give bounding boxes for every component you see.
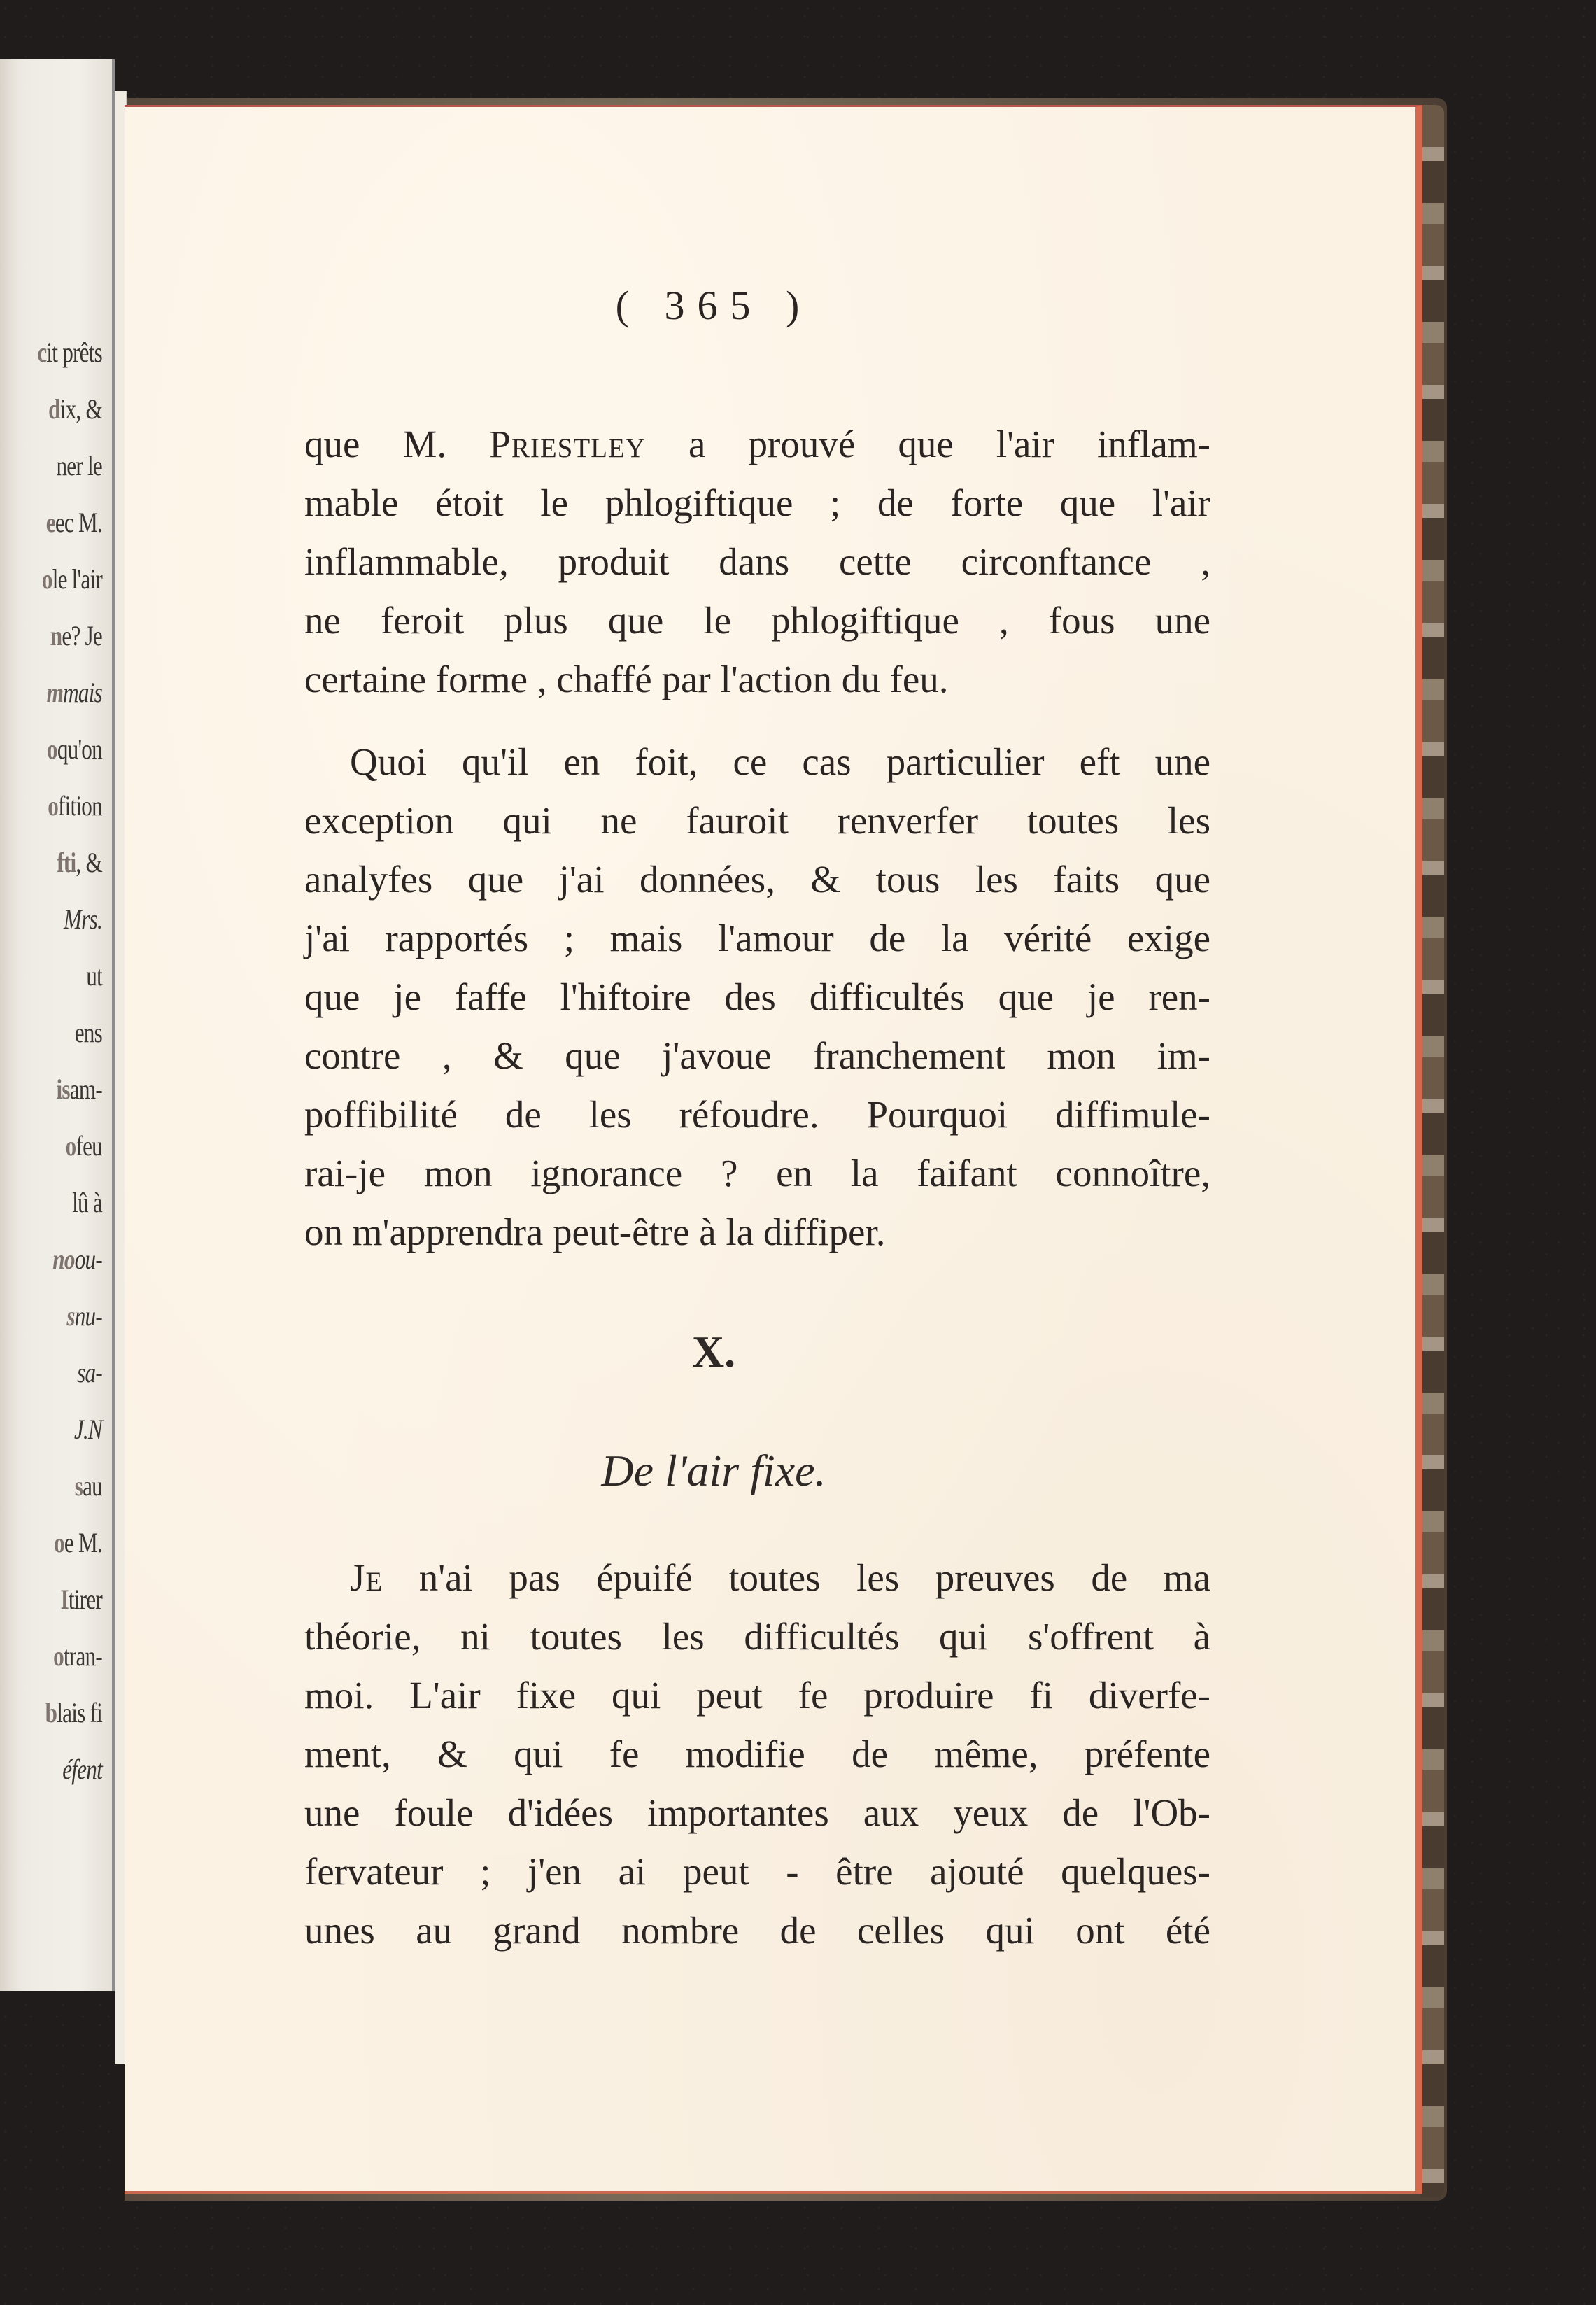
previous-page-text-fragment: otran- xyxy=(53,1640,102,1672)
previous-page-text-fragment: ofeu xyxy=(65,1130,102,1162)
previous-page-text-fragment: cit prêts xyxy=(37,337,102,368)
text-line: théorie, ni toutes les difficultés qui s'offrent à xyxy=(304,1615,1210,1658)
previous-page-text-fragment: dix, & xyxy=(48,393,102,425)
text-line: unes au grand nombre de celles qui ont été xyxy=(304,1909,1210,1952)
previous-page-text-fragment: isam- xyxy=(56,1073,102,1105)
previous-page-text-fragment: ut xyxy=(86,960,102,992)
text-line: fervateur ; j'en ai peut - être ajouté quelques- xyxy=(304,1850,1210,1893)
previous-page-text-fragment: J.N xyxy=(73,1414,102,1445)
text-line: on m'apprendra peut-être à la diffiper. xyxy=(304,1211,886,1253)
text-line: ne feroit plus que le phlogiftique , fous une xyxy=(304,599,1210,642)
previous-page-text-fragment: Mrs. xyxy=(64,903,102,935)
previous-page-text-fragment: sau xyxy=(74,1470,102,1502)
text-line: une foule d'idées importantes aux yeux de l'Ob- xyxy=(304,1791,1210,1834)
section-title: De l'air fixe. xyxy=(601,1446,826,1495)
book-page-365 xyxy=(125,105,1422,2194)
previous-page-text-fragment: éfent xyxy=(62,1754,102,1785)
previous-page-text-fragment: blais fi xyxy=(45,1697,102,1728)
author-name: Priestley xyxy=(489,423,646,465)
previous-page-text-fragment: sa- xyxy=(77,1357,102,1388)
text-line: mable étoit le phlogiftique ; de forte que l'air xyxy=(304,481,1210,524)
previous-page-text-fragment: noou- xyxy=(52,1243,102,1275)
section-number: X. xyxy=(691,1327,736,1376)
text-line: contre , & que j'avoue franchement mon im- xyxy=(304,1034,1210,1077)
previous-page-text-fragment: eec M. xyxy=(45,507,102,538)
text-line: certaine forme , chaffé par l'action du feu. xyxy=(304,658,949,700)
page-number: ( 365 ) xyxy=(615,283,812,328)
book-cover-edge xyxy=(1420,105,1444,2197)
previous-page-edge xyxy=(0,59,115,1991)
previous-page-text-fragment: ofition xyxy=(48,790,102,822)
text-line: poffibilité de les réfoudre. Pourquoi diffimule- xyxy=(304,1093,1210,1136)
text-line: exception qui ne fauroit renverfer toutes les xyxy=(304,799,1210,842)
previous-page-text-fragment: Itirer xyxy=(60,1584,102,1615)
text-line: moi. L'air fixe qui peut fe produire fi diverfe- xyxy=(304,1674,1210,1717)
text-line: que M. Priestley a prouvé que l'air inflam- xyxy=(304,423,1210,465)
previous-page-text-fragment: mmais xyxy=(46,677,102,708)
text-line: que je faffe l'hiftoire des difficultés que je ren- xyxy=(304,975,1210,1018)
dropcap-word: Je xyxy=(350,1556,383,1599)
text-line: analyfes que j'ai données, & tous les faits que xyxy=(304,858,1210,901)
previous-page-text-fragment: ner le xyxy=(56,450,102,481)
text-line: ment, & qui fe modifie de même, préfente xyxy=(304,1733,1210,1775)
text-line: Je n'ai pas épuifé toutes les preuves de ma xyxy=(350,1556,1210,1599)
text-line: rai-je mon ignorance ? en la faifant connoître, xyxy=(304,1152,1210,1194)
previous-page-text-fragment: oe M. xyxy=(54,1527,102,1558)
previous-page-text-fragment: ne? Je xyxy=(50,620,102,651)
previous-page-text-fragment: oqu'on xyxy=(47,733,102,765)
previous-page-text-fragment: fti, & xyxy=(57,847,102,878)
previous-page-text-fragment: lû à xyxy=(72,1187,102,1218)
text-line: j'ai rapportés ; mais l'amour de la vérité exige xyxy=(304,917,1210,959)
previous-page-text-fragment: snu- xyxy=(66,1300,102,1332)
text-line: inflammable, produit dans cette circonftance , xyxy=(304,540,1210,583)
text-line: Quoi qu'il en foit, ce cas particulier eft une xyxy=(350,740,1210,783)
previous-page-text-fragment: ens xyxy=(74,1017,102,1048)
previous-page-text-fragment: ole l'air xyxy=(41,563,102,595)
